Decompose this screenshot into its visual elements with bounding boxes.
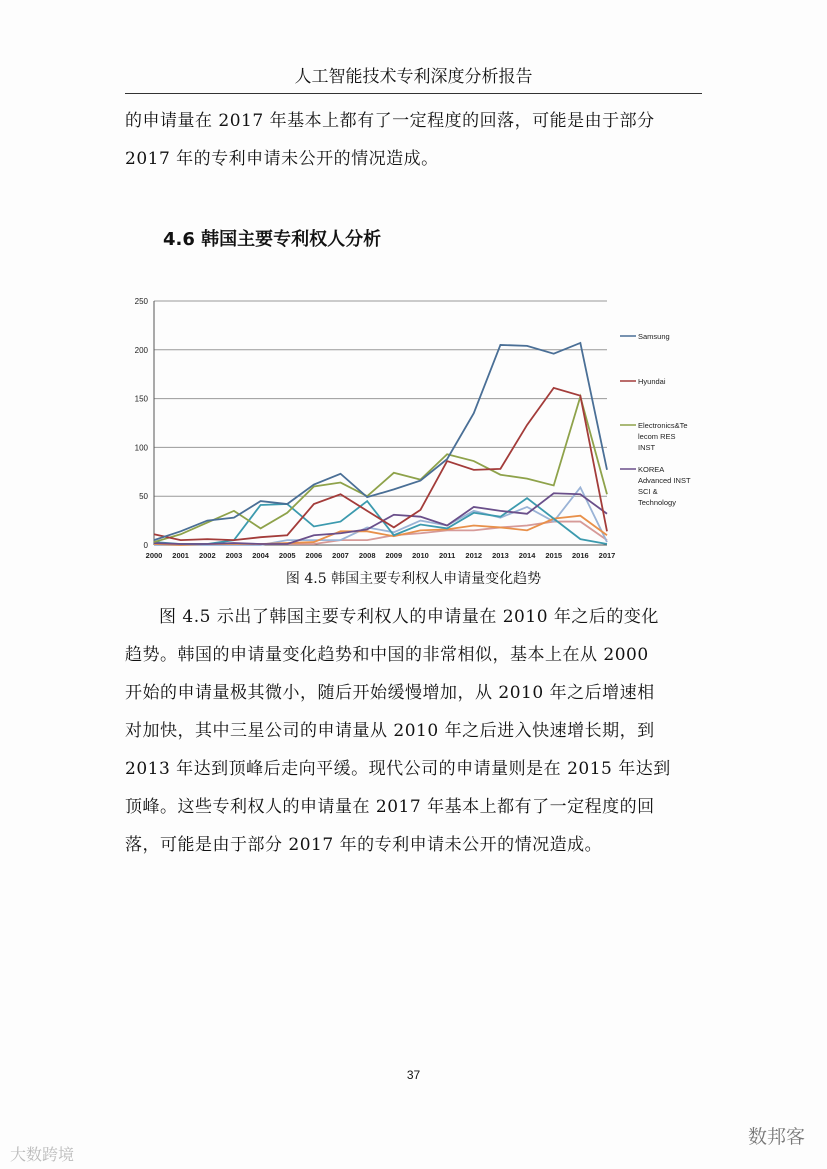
body-line: 开始的申请量极其微小，随后开始缓慢增加，从 2010 年之后增速相	[125, 683, 655, 703]
x-tick-label: 2002	[198, 551, 216, 560]
y-tick-label: 50	[139, 492, 148, 502]
section-heading: 4.6 韩国主要专利权人分析	[163, 229, 382, 250]
x-tick-label: 2011	[438, 551, 456, 560]
figure-caption: 图 4.5 韩国主要专利权人申请量变化趋势	[285, 571, 542, 587]
x-tick-label: 2000	[145, 551, 163, 560]
x-tick-label: 2013	[492, 551, 509, 560]
y-tick-label: 250	[134, 297, 148, 306]
x-tick-label: 2016	[572, 551, 589, 560]
page-header: 人工智能技术专利深度分析报告	[125, 62, 702, 94]
body-line: 2013 年达到顶峰后走向平缓。现代公司的申请量则是在 2015 年达到	[125, 759, 671, 779]
x-tick-label: 2008	[358, 551, 376, 560]
x-tick-label: 2004	[252, 551, 269, 560]
legend-label: lecom RES	[638, 432, 676, 441]
y-tick-label: 100	[134, 443, 148, 453]
x-tick-label: 2005	[278, 551, 296, 560]
x-tick-label: 2006	[305, 551, 323, 560]
intro-line: 2017 年的专利申请未公开的情况造成。	[125, 149, 439, 169]
watermark-right: 数邦客	[747, 1126, 805, 1148]
legend-label: Samsung	[638, 332, 670, 341]
legend-label: Hyundai	[638, 377, 666, 386]
series-line	[154, 343, 607, 540]
x-tick-label: 2009	[385, 551, 403, 560]
y-tick-label: 0	[143, 541, 148, 550]
series-line	[154, 397, 607, 542]
x-tick-label: 2007	[332, 551, 349, 560]
body-line: 图 4.5 示出了韩国主要专利权人的申请量在 2010 年之后的变化	[159, 607, 659, 627]
legend-label: Technology	[638, 498, 676, 507]
body-paragraph	[125, 598, 703, 864]
body-line: 顶峰。这些专利权人的申请量在 2017 年基本上都有了一定程度的回	[125, 797, 655, 817]
intro-line: 的申请量在 2017 年基本上都有了一定程度的回落，可能是由于部分	[125, 111, 655, 131]
x-tick-label: 2012	[465, 551, 483, 560]
legend-label: Advanced INST	[638, 476, 691, 485]
x-tick-label: 2001	[172, 551, 189, 560]
legend-label: KOREA	[638, 465, 665, 474]
legend-label: INST	[638, 443, 656, 452]
watermark-left: 大数跨境	[10, 1145, 75, 1164]
y-tick-label: 200	[134, 345, 148, 355]
legend-label: SCI &	[638, 487, 658, 496]
body-line: 趋势。韩国的申请量变化趋势和中国的非常相似，基本上在从 2000	[125, 645, 649, 665]
x-tick-label: 2015	[545, 551, 563, 560]
body-line: 落，可能是由于部分 2017 年的专利申请未公开的情况造成。	[125, 835, 603, 855]
y-tick-label: 150	[134, 394, 148, 404]
legend-label: Electronics&Te	[638, 421, 688, 430]
x-tick-label: 2017	[598, 551, 616, 560]
x-tick-label: 2003	[225, 551, 243, 560]
x-tick-label: 2014	[518, 551, 536, 560]
x-tick-label: 2010	[412, 551, 429, 560]
page-number: 37	[406, 1068, 421, 1082]
body-line: 对加快，其中三星公司的申请量从 2010 年之后进入快速增长期，到	[125, 721, 655, 741]
